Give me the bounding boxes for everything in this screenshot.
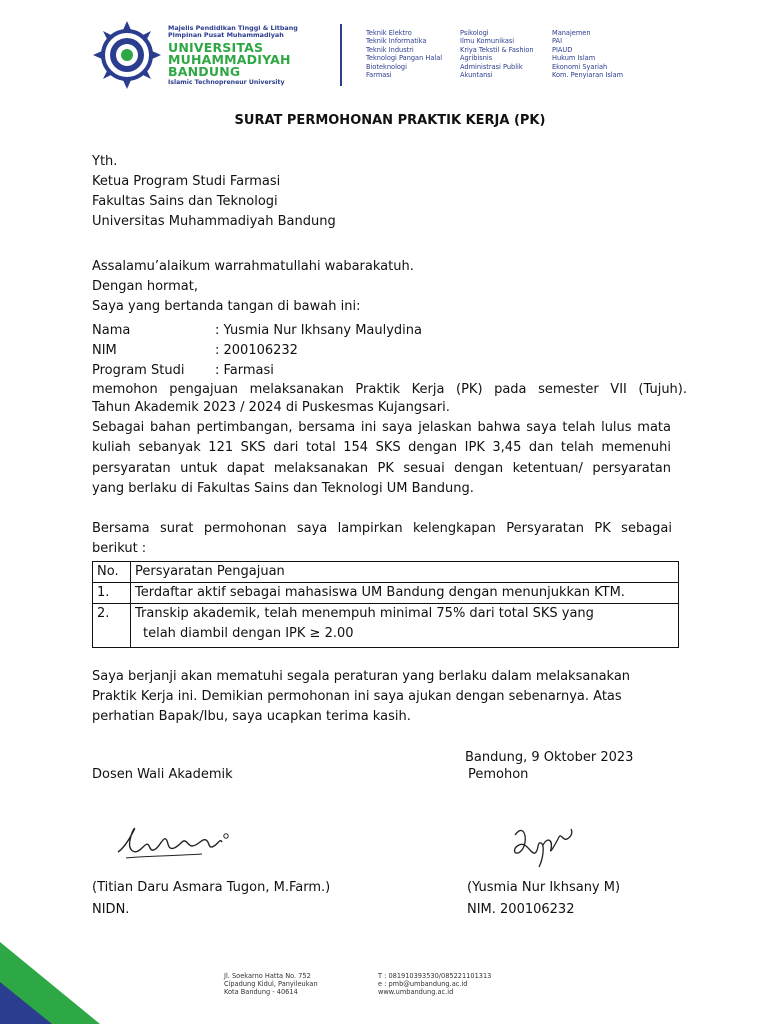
university-logo: [92, 20, 162, 90]
address-line: Jl. Soekarno Hatta No. 752: [224, 972, 311, 980]
intro: Saya yang bertanda tangan di bawah ini:: [92, 299, 361, 314]
closing-line: Saya berjanji akan mematuhi segala peraturan yang berlaku dalam melaksanakan: [92, 669, 631, 684]
field-value-program: : Farmasi: [215, 363, 274, 378]
field-value-name: : Yusmia Nur Ikhsany Maulydina: [215, 323, 422, 338]
applicant-role: Pemohon: [468, 767, 529, 782]
applicant-name: (Yusmia Nur Ikhsany M): [467, 880, 621, 895]
advisor-nidn: NIDN.: [92, 902, 130, 917]
footer-address: [224, 972, 318, 997]
letter-title: SURAT PERMOHONAN PRAKTIK KERJA (PK): [234, 113, 546, 128]
address-line: Kota Bandung - 40614: [224, 988, 298, 997]
header-divider: [340, 24, 342, 86]
paragraph-consideration-line: Sebagai bahan pertimbangan, bersama ini saya jelaskan bahwa saya telah lulus mata: [92, 420, 671, 435]
table-header-row: [93, 562, 679, 583]
program-item: Kom. Penyiaran Islam: [552, 71, 624, 80]
cell-no: 1.: [93, 583, 131, 604]
program-item: Teknik Industri: [366, 45, 414, 54]
program-item: Farmasi: [366, 71, 392, 80]
paragraph-consideration-line: yang berlaku di Fakultas Sains dan Teknologi UM Bandung.: [92, 481, 474, 496]
org-line-1: Majelis Pendidikan Tinggi & Litbang: [168, 24, 298, 32]
recipient-line: Ketua Program Studi Farmasi: [92, 174, 281, 189]
program-item: Administrasi Publik: [460, 62, 523, 71]
cell-no: 2.: [93, 604, 131, 648]
greeting: Assalamu’alaikum warrahmatullahi wabarakatuh.: [92, 259, 414, 274]
opening: Dengan hormat,: [92, 279, 199, 294]
program-item: Bioteknologi: [366, 62, 407, 71]
closing-line: perhatian Bapak/Ibu, saya ucapkan terima kasih.: [92, 709, 411, 724]
program-item: Teknologi Pangan Halal: [366, 54, 443, 63]
header-cell-no: No.: [93, 562, 131, 583]
program-item: Kriya Tekstil & Fashion: [460, 45, 534, 54]
contact-email: e : pmb@umbandung.ac.id: [378, 980, 468, 989]
university-name-line-1: UNIVERSITAS: [168, 40, 264, 55]
table-row: [93, 583, 679, 604]
field-label-nim: NIM: [92, 343, 117, 358]
contact-website: www.umbandung.ac.id: [378, 988, 454, 997]
paragraph-consideration-line: persyaratan untuk dapat melaksanakan PK sesuai dengan ketentuan/ persyaratan: [92, 461, 671, 476]
paragraph-attachment-line-1: Bersama surat permohonan saya lampirkan kelengkapan Persyaratan PK sebagai: [92, 521, 672, 536]
university-name-line-2: MUHAMMADIYAH: [168, 52, 291, 67]
advisor-role: Dosen Wali Akademik: [92, 767, 233, 782]
program-item: Ilmu Komunikasi: [460, 37, 515, 46]
program-item: Hukum Islam: [552, 54, 596, 63]
org-line-2: Pimpinan Pusat Muhammadiyah: [168, 31, 284, 39]
recipient-line: Fakultas Sains dan Teknologi: [92, 194, 278, 209]
program-list-2: [460, 29, 534, 79]
program-item: Teknik Informatika: [366, 37, 427, 46]
contact-phone: T : 081910393530/085221101313: [378, 972, 492, 980]
closing-paragraph: [92, 667, 630, 727]
program-item: Manajemen: [552, 29, 591, 37]
requirement-line: telah diambil dengan IPK ≥ 2.00: [143, 626, 354, 641]
applicant-signature: [505, 815, 580, 875]
requirement-line: Transkip akademik, telah menempuh minimal 75% dari total SKS yang: [135, 606, 594, 621]
program-item: Psikologi: [460, 29, 489, 37]
program-item: PAI: [552, 37, 563, 46]
cell-requirement: Terdaftar aktif sebagai mahasiswa UM Bandung dengan menunjukkan KTM.: [131, 583, 679, 604]
advisor-signature: [112, 818, 232, 870]
program-item: Agribisnis: [460, 54, 493, 63]
recipient-block: [92, 152, 336, 232]
recipient-line: Universitas Muhammadiyah Bandung: [92, 214, 336, 229]
field-value-nim: : 200106232: [215, 343, 298, 358]
cell-requirement: [131, 604, 679, 648]
address-line: Cipadung Kidul, Panyileukan: [224, 980, 318, 989]
applicant-nim: NIM. 200106232: [467, 902, 575, 917]
advisor-name: (Titian Daru Asmara Tugon, M.Farm.): [92, 880, 331, 895]
program-item: PIAUD: [552, 45, 573, 54]
header-cell-requirement: Persyaratan Pengajuan: [131, 562, 679, 583]
field-label-program: Program Studi: [92, 363, 185, 378]
paragraph-request-line-1: memohon pengajuan melaksanakan Praktik Kerja (PK) pada semester VII (Tujuh).: [92, 382, 687, 397]
program-list-3: [552, 29, 623, 79]
place-date: Bandung, 9 Oktober 2023: [465, 750, 634, 765]
field-label-name: Nama: [92, 323, 131, 338]
program-item: Akuntansi: [460, 71, 493, 80]
program-item: Ekonomi Syariah: [552, 62, 608, 71]
university-tagline: Islamic Technopreneur University: [168, 79, 285, 86]
program-list-1: [366, 29, 442, 79]
paragraph-request-line-2: Tahun Akademik 2023 / 2024 di Puskesmas Kujangsari.: [92, 400, 450, 415]
closing-line: Praktik Kerja ini. Demikian permohonan ini saya ajukan dengan sebenarnya. Atas: [92, 689, 622, 704]
table-row: [93, 604, 679, 648]
paragraph-attachment-line-2: berikut :: [92, 541, 147, 556]
requirements-table: [92, 561, 679, 648]
recipient-line: Yth.: [92, 154, 118, 169]
footer-contact: [378, 972, 491, 997]
program-item: Teknik Elektro: [366, 29, 412, 37]
paragraph-consideration-line: kuliah sebanyak 121 SKS dari total 154 SKS dengan IPK 3,45 dan telah memenuhi: [92, 440, 671, 455]
university-name-line-3: BANDUNG: [168, 64, 241, 79]
